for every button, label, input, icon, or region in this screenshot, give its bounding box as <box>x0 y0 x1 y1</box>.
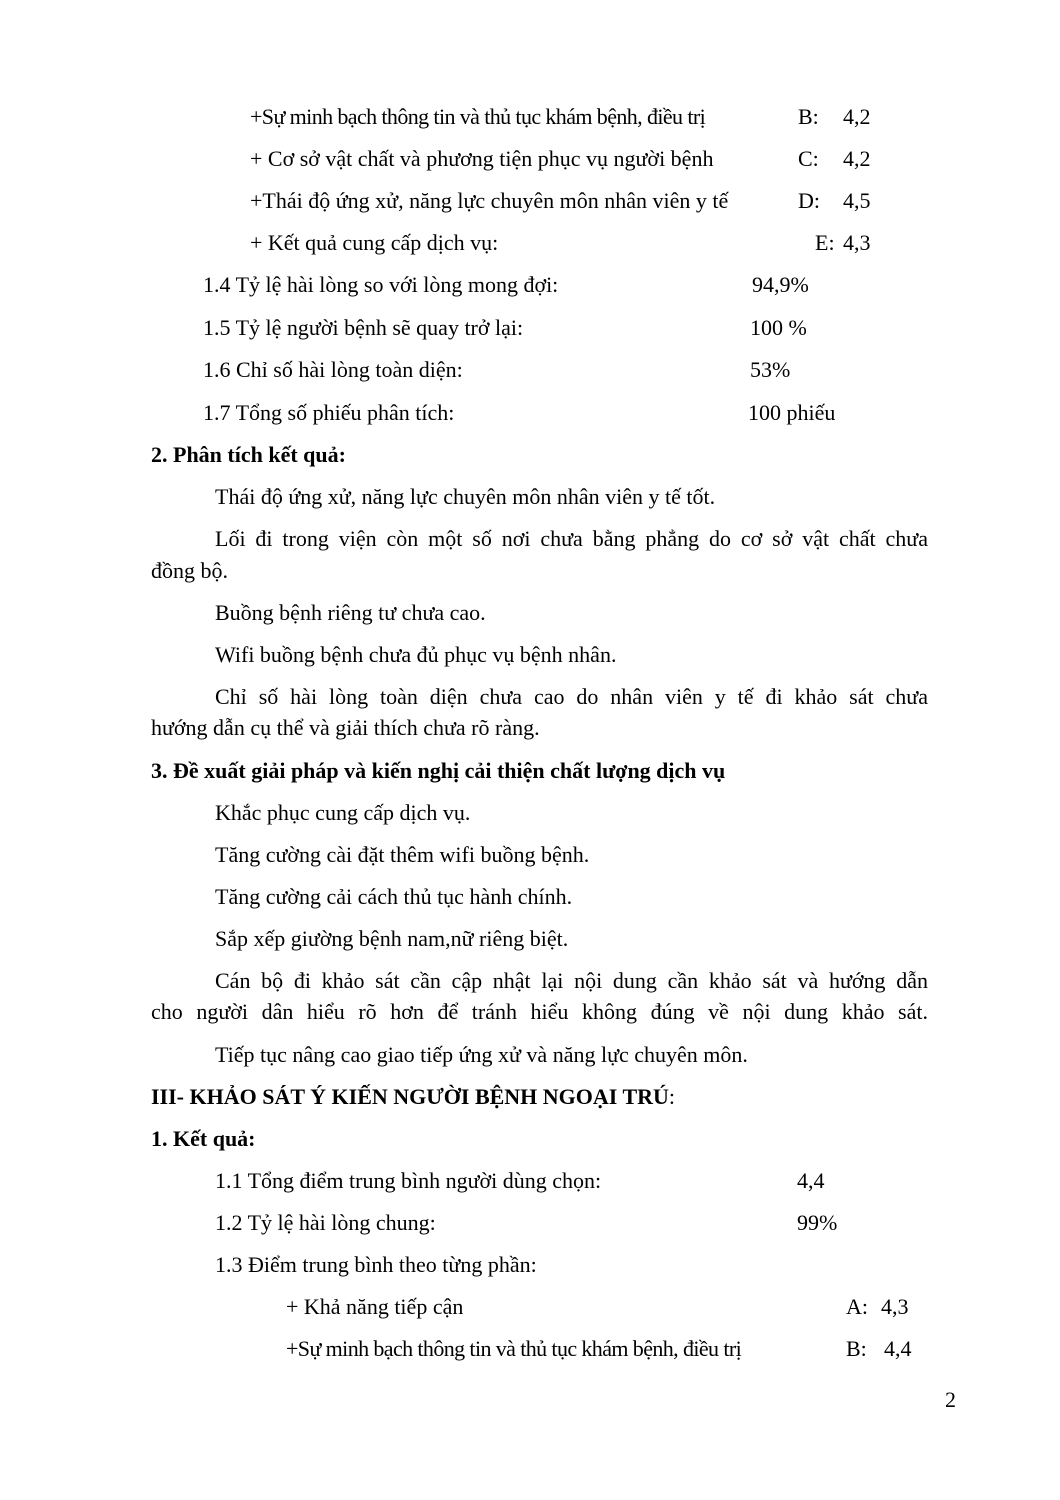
outpatient-metric-label-1-2: 1.2 Tỷ lệ hài lòng chung: <box>215 1210 436 1235</box>
metric-label-1-5: 1.5 Tỷ lệ người bệnh sẽ quay trở lại: <box>203 315 524 340</box>
metric-label-1-4: 1.4 Tỷ lệ hài lòng so với lòng mong đợi: <box>203 272 559 297</box>
score-value-c: 4,2 <box>843 146 871 171</box>
outpatient-results-heading: 1. Kết quả: <box>151 1126 256 1151</box>
analysis-paragraph: Thái độ ứng xử, năng lực chuyên môn nhân viên y tế tốt. <box>215 484 716 509</box>
score-letter-e: E: <box>815 230 835 255</box>
score-label-b: +Sự minh bạch thông tin và thủ tục khám bệnh, điều trị <box>250 104 706 129</box>
outpatient-score-value-a: 4,3 <box>881 1294 909 1319</box>
proposal-item: Tiếp tục nâng cao giao tiếp ứng xử và năng lực chuyên môn. <box>215 1042 748 1067</box>
analysis-paragraph: Lối đi trong viện còn một số nơi chưa bằng phẳng do cơ sở vật chất chưa <box>215 526 928 551</box>
outpatient-heading-colon: : <box>668 1084 676 1109</box>
score-value-b: 4,2 <box>843 104 871 129</box>
proposals-heading: 3. Đề xuất giải pháp và kiến nghị cải thiện chất lượng dịch vụ <box>151 758 726 783</box>
analysis-heading: 2. Phân tích kết quả: <box>151 442 346 467</box>
metric-value-1-5: 100 % <box>750 315 807 340</box>
outpatient-score-value-b: 4,4 <box>884 1336 912 1361</box>
outpatient-score-label-b: +Sự minh bạch thông tin và thủ tục khám bệnh, điều trị <box>286 1336 742 1361</box>
proposal-item: Khắc phục cung cấp dịch vụ. <box>215 800 471 825</box>
metric-label-1-6: 1.6 Chỉ số hài lòng toàn diện: <box>203 357 463 382</box>
metric-value-1-7: 100 phiếu <box>748 400 836 425</box>
score-letter-b: B: <box>798 104 819 129</box>
page-number: 2 <box>945 1387 956 1412</box>
analysis-paragraph: Chỉ số hài lòng toàn diện chưa cao do nhân viên y tế đi khảo sát chưa <box>215 684 928 709</box>
score-letter-d: D: <box>798 188 820 213</box>
metric-label-1-7: 1.7 Tổng số phiếu phân tích: <box>203 400 455 425</box>
score-label-e: + Kết quả cung cấp dịch vụ: <box>250 230 499 255</box>
score-value-e: 4,3 <box>843 230 871 255</box>
outpatient-score-letter-b: B: <box>846 1336 867 1361</box>
analysis-paragraph: Wifi buồng bệnh chưa đủ phục vụ bệnh nhân. <box>215 642 617 667</box>
proposal-item: Cán bộ đi khảo sát cần cập nhật lại nội dung cần khảo sát và hướng dẫn <box>215 968 928 993</box>
proposal-item-cont: cho người dân hiểu rõ hơn để tránh hiểu không đúng về nội dung khảo sát. <box>151 999 928 1024</box>
outpatient-heading <box>151 1082 675 1112</box>
analysis-paragraph: Buồng bệnh riêng tư chưa cao. <box>215 600 486 625</box>
score-label-d: +Thái độ ứng xử, năng lực chuyên môn nhân viên y tế <box>250 188 729 213</box>
outpatient-heading-text: III- KHẢO SÁT Ý KIẾN NGƯỜI BỆNH NGOẠI TRÚ <box>151 1084 669 1109</box>
outpatient-metric-label-1-1: 1.1 Tổng điểm trung bình người dùng chọn: <box>215 1168 602 1193</box>
outpatient-score-letter-a: A: <box>846 1294 868 1319</box>
proposal-item: Tăng cường cài đặt thêm wifi buồng bệnh. <box>215 842 590 867</box>
metric-value-1-6: 53% <box>750 357 791 382</box>
outpatient-score-label-a: + Khả năng tiếp cận <box>286 1294 464 1319</box>
proposal-item: Sắp xếp giường bệnh nam,nữ riêng biệt. <box>215 926 569 951</box>
outpatient-metric-label-1-3: 1.3 Điểm trung bình theo từng phần: <box>215 1252 537 1277</box>
analysis-paragraph-cont: hướng dẫn cụ thể và giải thích chưa rõ ràng. <box>151 715 540 740</box>
outpatient-metric-value-1-2: 99% <box>797 1210 838 1235</box>
score-value-d: 4,5 <box>843 188 871 213</box>
proposal-item: Tăng cường cải cách thủ tục hành chính. <box>215 884 573 909</box>
metric-value-1-4: 94,9% <box>752 272 809 297</box>
outpatient-metric-value-1-1: 4,4 <box>797 1168 825 1193</box>
analysis-paragraph-cont: đồng bộ. <box>151 558 228 583</box>
score-label-c: + Cơ sở vật chất và phương tiện phục vụ người bệnh <box>250 146 714 171</box>
score-letter-c: C: <box>798 146 819 171</box>
